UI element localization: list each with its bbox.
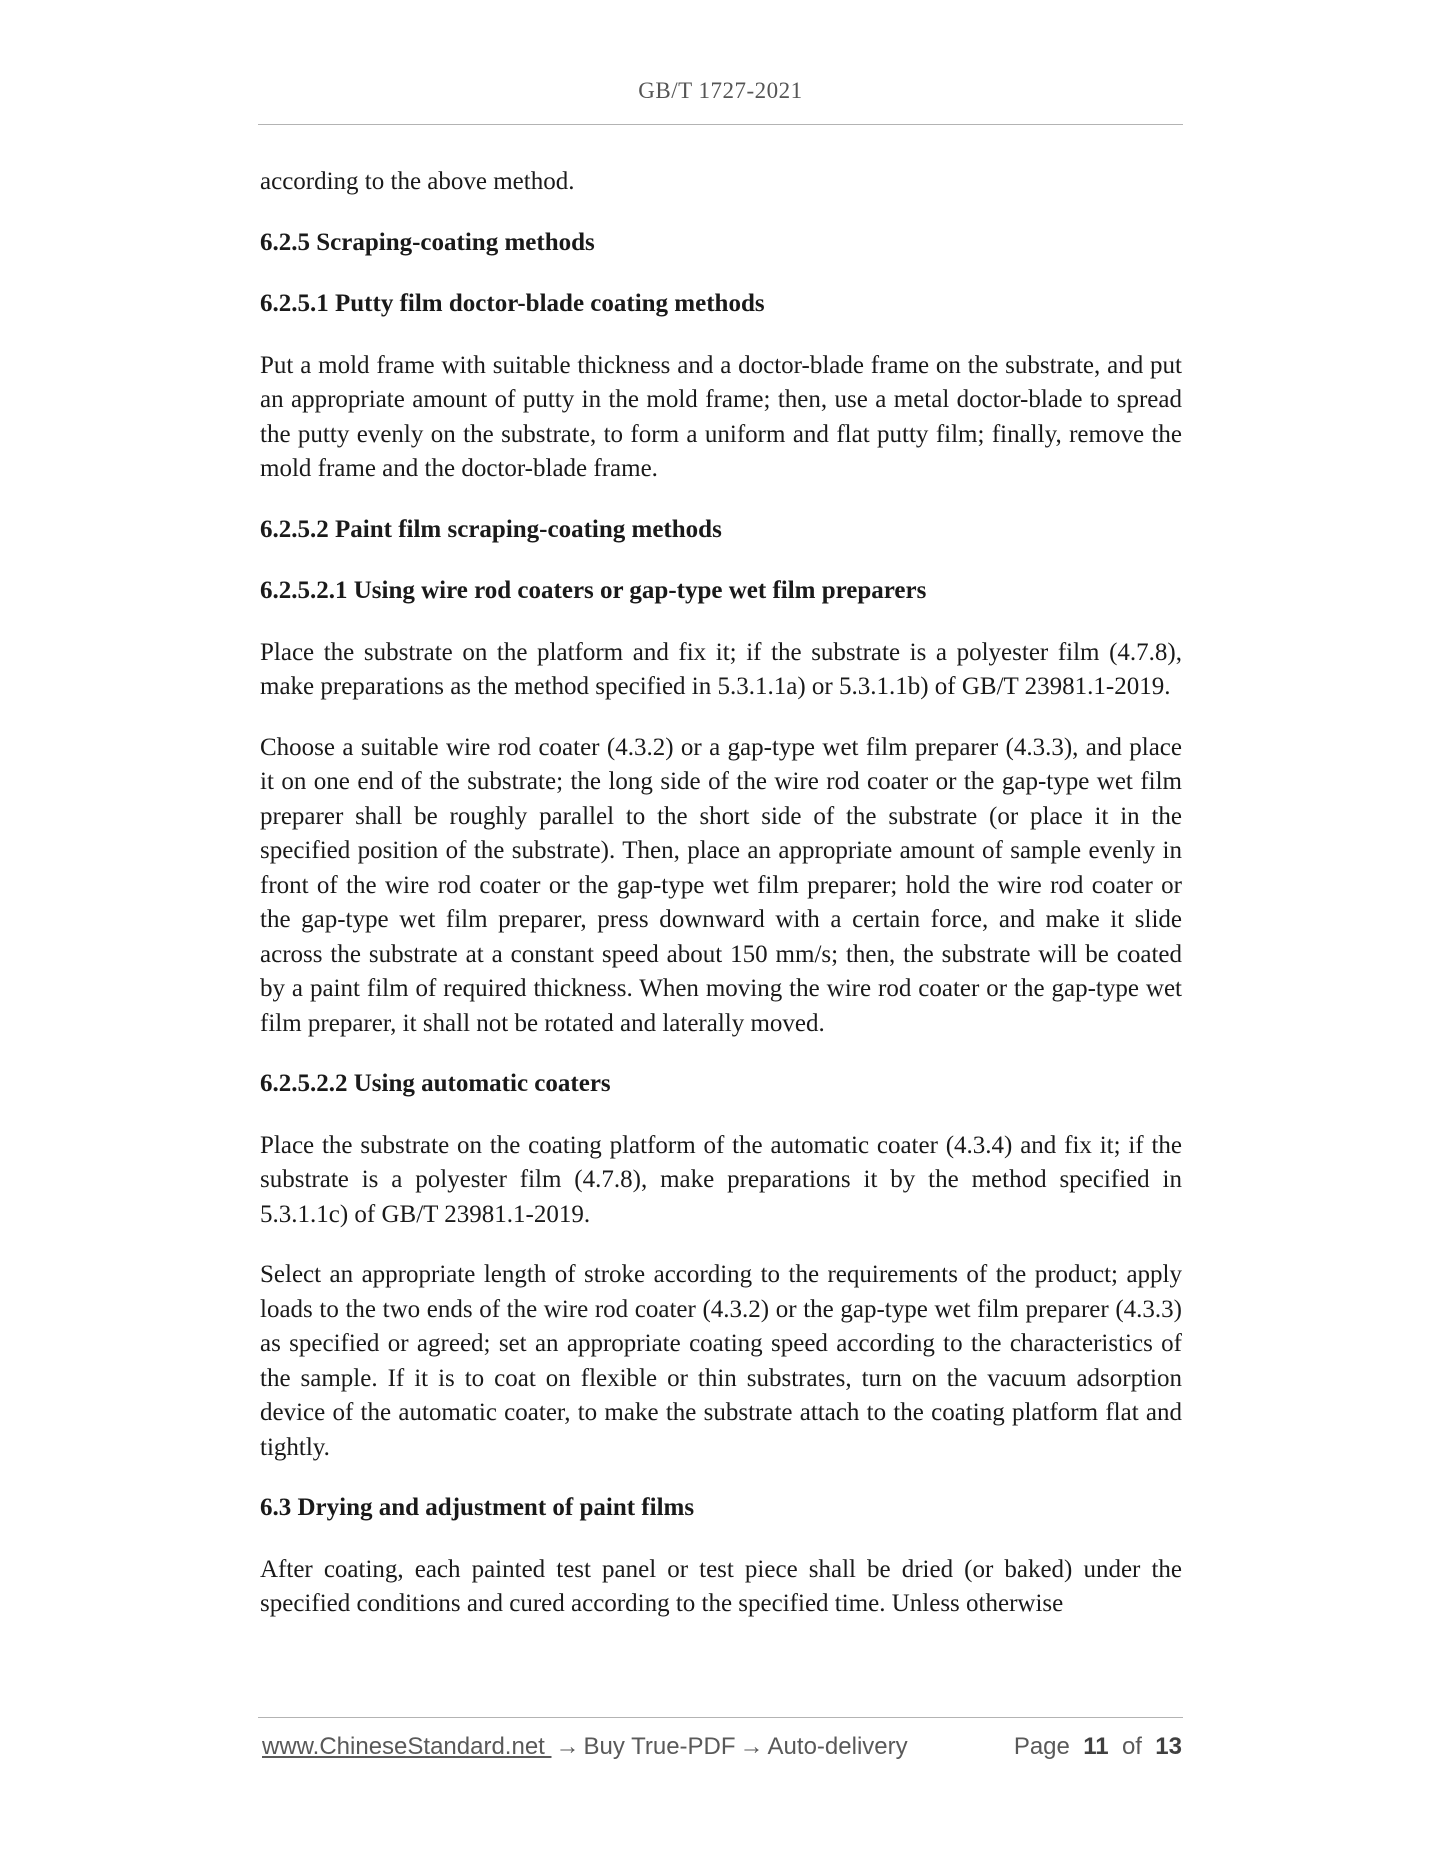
chinesestandard-link[interactable]: www.ChineseStandard.net xyxy=(262,1733,552,1760)
section-heading-6-3: 6.3 Drying and adjustment of paint films xyxy=(260,1494,695,1521)
paragraph-6-2-5-2-1-b: Choose a suitable wire rod coater (4.3.2) or a gap-type wet film preparer (4.3.3), and place it on one end of the substrate; the long side of the wire rod coater or the gap-type wet film preparer shall be roughly parallel to the short side of the substrate (or place it in the specified position of the substrate). Then, place an appropriate amount of sample evenly in front of the wire rod coater or the gap-type wet film preparer; hold the wire rod coater or the gap-type wet film preparer, press downward with a certain force, and make it slide across the substrate at a constant speed about 150 mm/s; then, the substrate will be coated by a paint film of required thickness. When moving the wire rod coater or the gap-type wet film preparer, it shall not be rotated and laterally moved. xyxy=(260,733,1182,1037)
header-standard-number: GB/T 1727-2021 xyxy=(638,78,803,103)
page-of-label: of xyxy=(1121,1733,1142,1760)
page-number xyxy=(1014,1733,1182,1761)
continuation-text: according to the above method. xyxy=(260,168,575,195)
section-heading-6-2-5-2-2: 6.2.5.2.2 Using automatic coaters xyxy=(260,1070,611,1097)
section-heading-6-2-5-1: 6.2.5.1 Putty film doctor-blade coating methods xyxy=(260,290,765,317)
page-footer xyxy=(262,1733,1182,1767)
section-heading-6-2-5-2: 6.2.5.2 Paint film scraping-coating methods xyxy=(260,515,722,543)
section-heading-6-2-5-2-1: 6.2.5.2.1 Using wire rod coaters or gap-type wet film preparers xyxy=(260,577,927,604)
buy-true-pdf-text: Buy True-PDF xyxy=(583,1733,736,1760)
footer-promo xyxy=(262,1733,908,1761)
paragraph-6-2-5-2-1-a: Place the substrate on the platform and fix it; if the substrate is a polyester film (4.7.8), make preparations as the method specified in 5.3.1.1a) or 5.3.1.1b) of GB/T 23981.1-2019. xyxy=(260,638,1182,700)
paragraph-6-2-5-1: Put a mold frame with suitable thickness and a doctor-blade frame on the substrate, and put an appropriate amount of putty in the mold frame; then, use a metal doctor-blade to spread the putty evenly on the substrate, to form a uniform and flat putty film; finally, remove the mold frame and the doctor-blade frame. xyxy=(260,351,1182,482)
auto-delivery-text: Auto-delivery xyxy=(767,1733,908,1760)
paragraph-6-3: After coating, each painted test panel or test piece shall be dried (or baked) under the specified conditions and cured according to the specified time. Unless otherwise xyxy=(260,1555,1182,1617)
page-current: 11 xyxy=(1083,1733,1109,1760)
section-heading-6-2-5: 6.2.5 Scraping-coating methods xyxy=(260,228,595,256)
footer-divider xyxy=(258,1717,1183,1718)
page-label: Page xyxy=(1013,1733,1070,1760)
header-divider xyxy=(258,124,1183,125)
page-total: 13 xyxy=(1155,1733,1182,1760)
paragraph-6-2-5-2-2-b: Select an appropriate length of stroke according to the requirements of the product; apply loads to the two ends of the wire rod coater (4.3.2) or the gap-type wet film preparer (4.3.3) as specified or agreed; set an appropriate coating speed according to the characteristics of the sample. If it is to coat on flexible or thin substrates, turn on the vacuum adsorption device of the automatic coater, to make the substrate attach to the coating platform flat and tightly. xyxy=(260,1261,1182,1461)
arrow-right-icon: → xyxy=(739,1733,764,1760)
paragraph-6-2-5-2-2-a: Place the substrate on the coating platform of the automatic coater (4.3.4) and fix it; if the substrate is a polyester film (4.7.8), make preparations it by the method specified in 5.3.1.1c) of GB/T 23981.1-2019. xyxy=(260,1131,1182,1228)
arrow-right-icon: → xyxy=(555,1733,580,1760)
document-body xyxy=(260,165,1182,1648)
